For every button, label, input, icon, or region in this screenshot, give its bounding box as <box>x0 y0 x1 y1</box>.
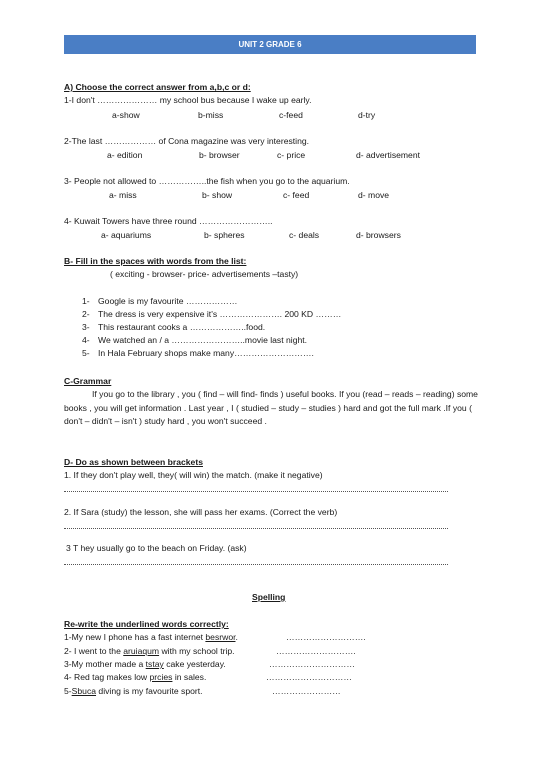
grammar-paragraph: If you go to the library , you ( find – will find- finds ) useful books. If you (read – reads – reading) some books , you will get information . Last year , I ( studied – study – studies ) hard and got the full mark .If you ( don't – didn't – isn't ) study hard , you won't succeed . <box>64 389 478 426</box>
fill-item-3 <box>82 322 265 333</box>
page-title: UNIT 2 GRADE 6 <box>238 40 302 49</box>
spelling-item-1 <box>64 632 238 643</box>
spelling-text-after: . <box>235 632 238 642</box>
fill-item-number: 1- <box>82 296 90 306</box>
fill-item-number: 2- <box>82 309 90 319</box>
answer-line[interactable] <box>64 491 448 492</box>
spelling-item-5 <box>64 686 203 697</box>
spelling-blank[interactable]: …………………… <box>272 686 341 696</box>
section-b-heading: B- Fill in the spaces with words from the list: <box>64 256 247 266</box>
fill-item-4 <box>82 335 307 346</box>
misspelled-word: prcies <box>149 672 173 682</box>
question-1: 1-I don't ………………… my school bus because I wake up early. <box>64 95 312 105</box>
title-banner <box>64 35 476 54</box>
spelling-text-before: 4- Red tag makes low <box>64 672 150 682</box>
spelling-text-after: in sales. <box>172 672 207 682</box>
misspelled-word: besrwor <box>205 632 236 642</box>
spelling-title: Spelling <box>252 592 286 602</box>
q4-option-a: a- aquariums <box>101 230 152 240</box>
spelling-item-2 <box>64 646 235 657</box>
spelling-blank[interactable]: ………………………… <box>269 659 355 669</box>
q4-option-d: d- browsers <box>356 230 401 240</box>
spelling-blank[interactable]: ………………………. <box>286 632 366 642</box>
transform-item-2: 2. If Sara (study) the lesson, she will pass her exams. (Correct the verb) <box>64 507 338 517</box>
misspelled-word: tstay <box>145 659 164 669</box>
q3-option-a: a- miss <box>109 190 137 200</box>
spelling-text-before: 3-My mother made a <box>64 659 146 669</box>
spelling-item-3 <box>64 659 226 670</box>
spelling-item-4 <box>64 672 206 683</box>
q3-option-d: d- move <box>358 190 390 200</box>
q4-option-c: c- deals <box>289 230 320 240</box>
spelling-text-after: with my school trip. <box>159 646 235 656</box>
q3-option-b: b- show <box>202 190 233 200</box>
word-list: ( exciting - browser- price- advertisements –tasty) <box>110 269 299 279</box>
answer-line[interactable] <box>64 528 448 529</box>
q1-option-a: a-show <box>112 110 140 120</box>
section-c-heading: C-Grammar <box>64 376 112 386</box>
fill-item-text: The dress is very expensive it's …………………. 200 KD ……… <box>98 309 342 319</box>
section-a-heading: A) Choose the correct answer from a,b,c or d: <box>64 82 251 92</box>
fill-item-number: 5- <box>82 348 90 358</box>
spelling-text-before: 1-My new I phone has a fast internet <box>64 632 206 642</box>
section-d-heading: D- Do as shown between brackets <box>64 457 203 467</box>
question-2: 2-The last ……………… of Cona magazine was very interesting. <box>64 136 310 146</box>
spelling-text-after: cake yesterday. <box>163 659 226 669</box>
fill-item-1 <box>82 296 237 307</box>
q2-option-c: c- price <box>277 150 306 160</box>
question-4: 4- Kuwait Towers have three round …………………….. <box>64 216 273 226</box>
fill-item-number: 4- <box>82 335 90 345</box>
transform-item-3: 3 T hey usually go to the beach on Friday. (ask) <box>66 543 247 553</box>
spelling-blank[interactable]: ………………………. <box>276 646 356 656</box>
fill-item-2 <box>82 309 341 320</box>
q2-option-a: a- edition <box>107 150 143 160</box>
q1-option-c: c-feed <box>279 110 303 120</box>
spelling-text-after: diving is my favourite sport. <box>96 686 203 696</box>
q1-option-b: b-miss <box>198 110 224 120</box>
answer-line[interactable] <box>64 564 448 565</box>
q3-option-c: c- feed <box>283 190 310 200</box>
q2-option-b: b- browser <box>199 150 240 160</box>
fill-item-text: Google is my favourite ……………… <box>98 296 238 306</box>
misspelled-word: aruiaqum <box>123 646 160 656</box>
fill-item-text: This restaurant cooks a ………………..food. <box>98 322 266 332</box>
fill-item-number: 3- <box>82 322 90 332</box>
fill-item-text: In Hala February shops make many………………………. <box>98 348 314 358</box>
question-3: 3- People not allowed to ……………..the fish when you go to the aquarium. <box>64 176 350 186</box>
fill-item-5 <box>82 348 314 359</box>
spelling-heading: Re-write the underlined words correctly: <box>64 619 229 629</box>
spelling-blank[interactable]: ………………………… <box>266 672 352 682</box>
spelling-text-before: 2- I went to the <box>64 646 124 656</box>
fill-item-text: We watched an / a ……………………..movie last night. <box>98 335 308 345</box>
q1-option-d: d-try <box>358 110 376 120</box>
q4-option-b: b- spheres <box>204 230 245 240</box>
transform-item-1: 1. If they don't play well, they( will win) the match. (make it negative) <box>64 470 323 480</box>
spelling-text-before: 5- <box>64 686 72 696</box>
misspelled-word: Sbuca <box>71 686 97 696</box>
q2-option-d: d- advertisement <box>356 150 421 160</box>
